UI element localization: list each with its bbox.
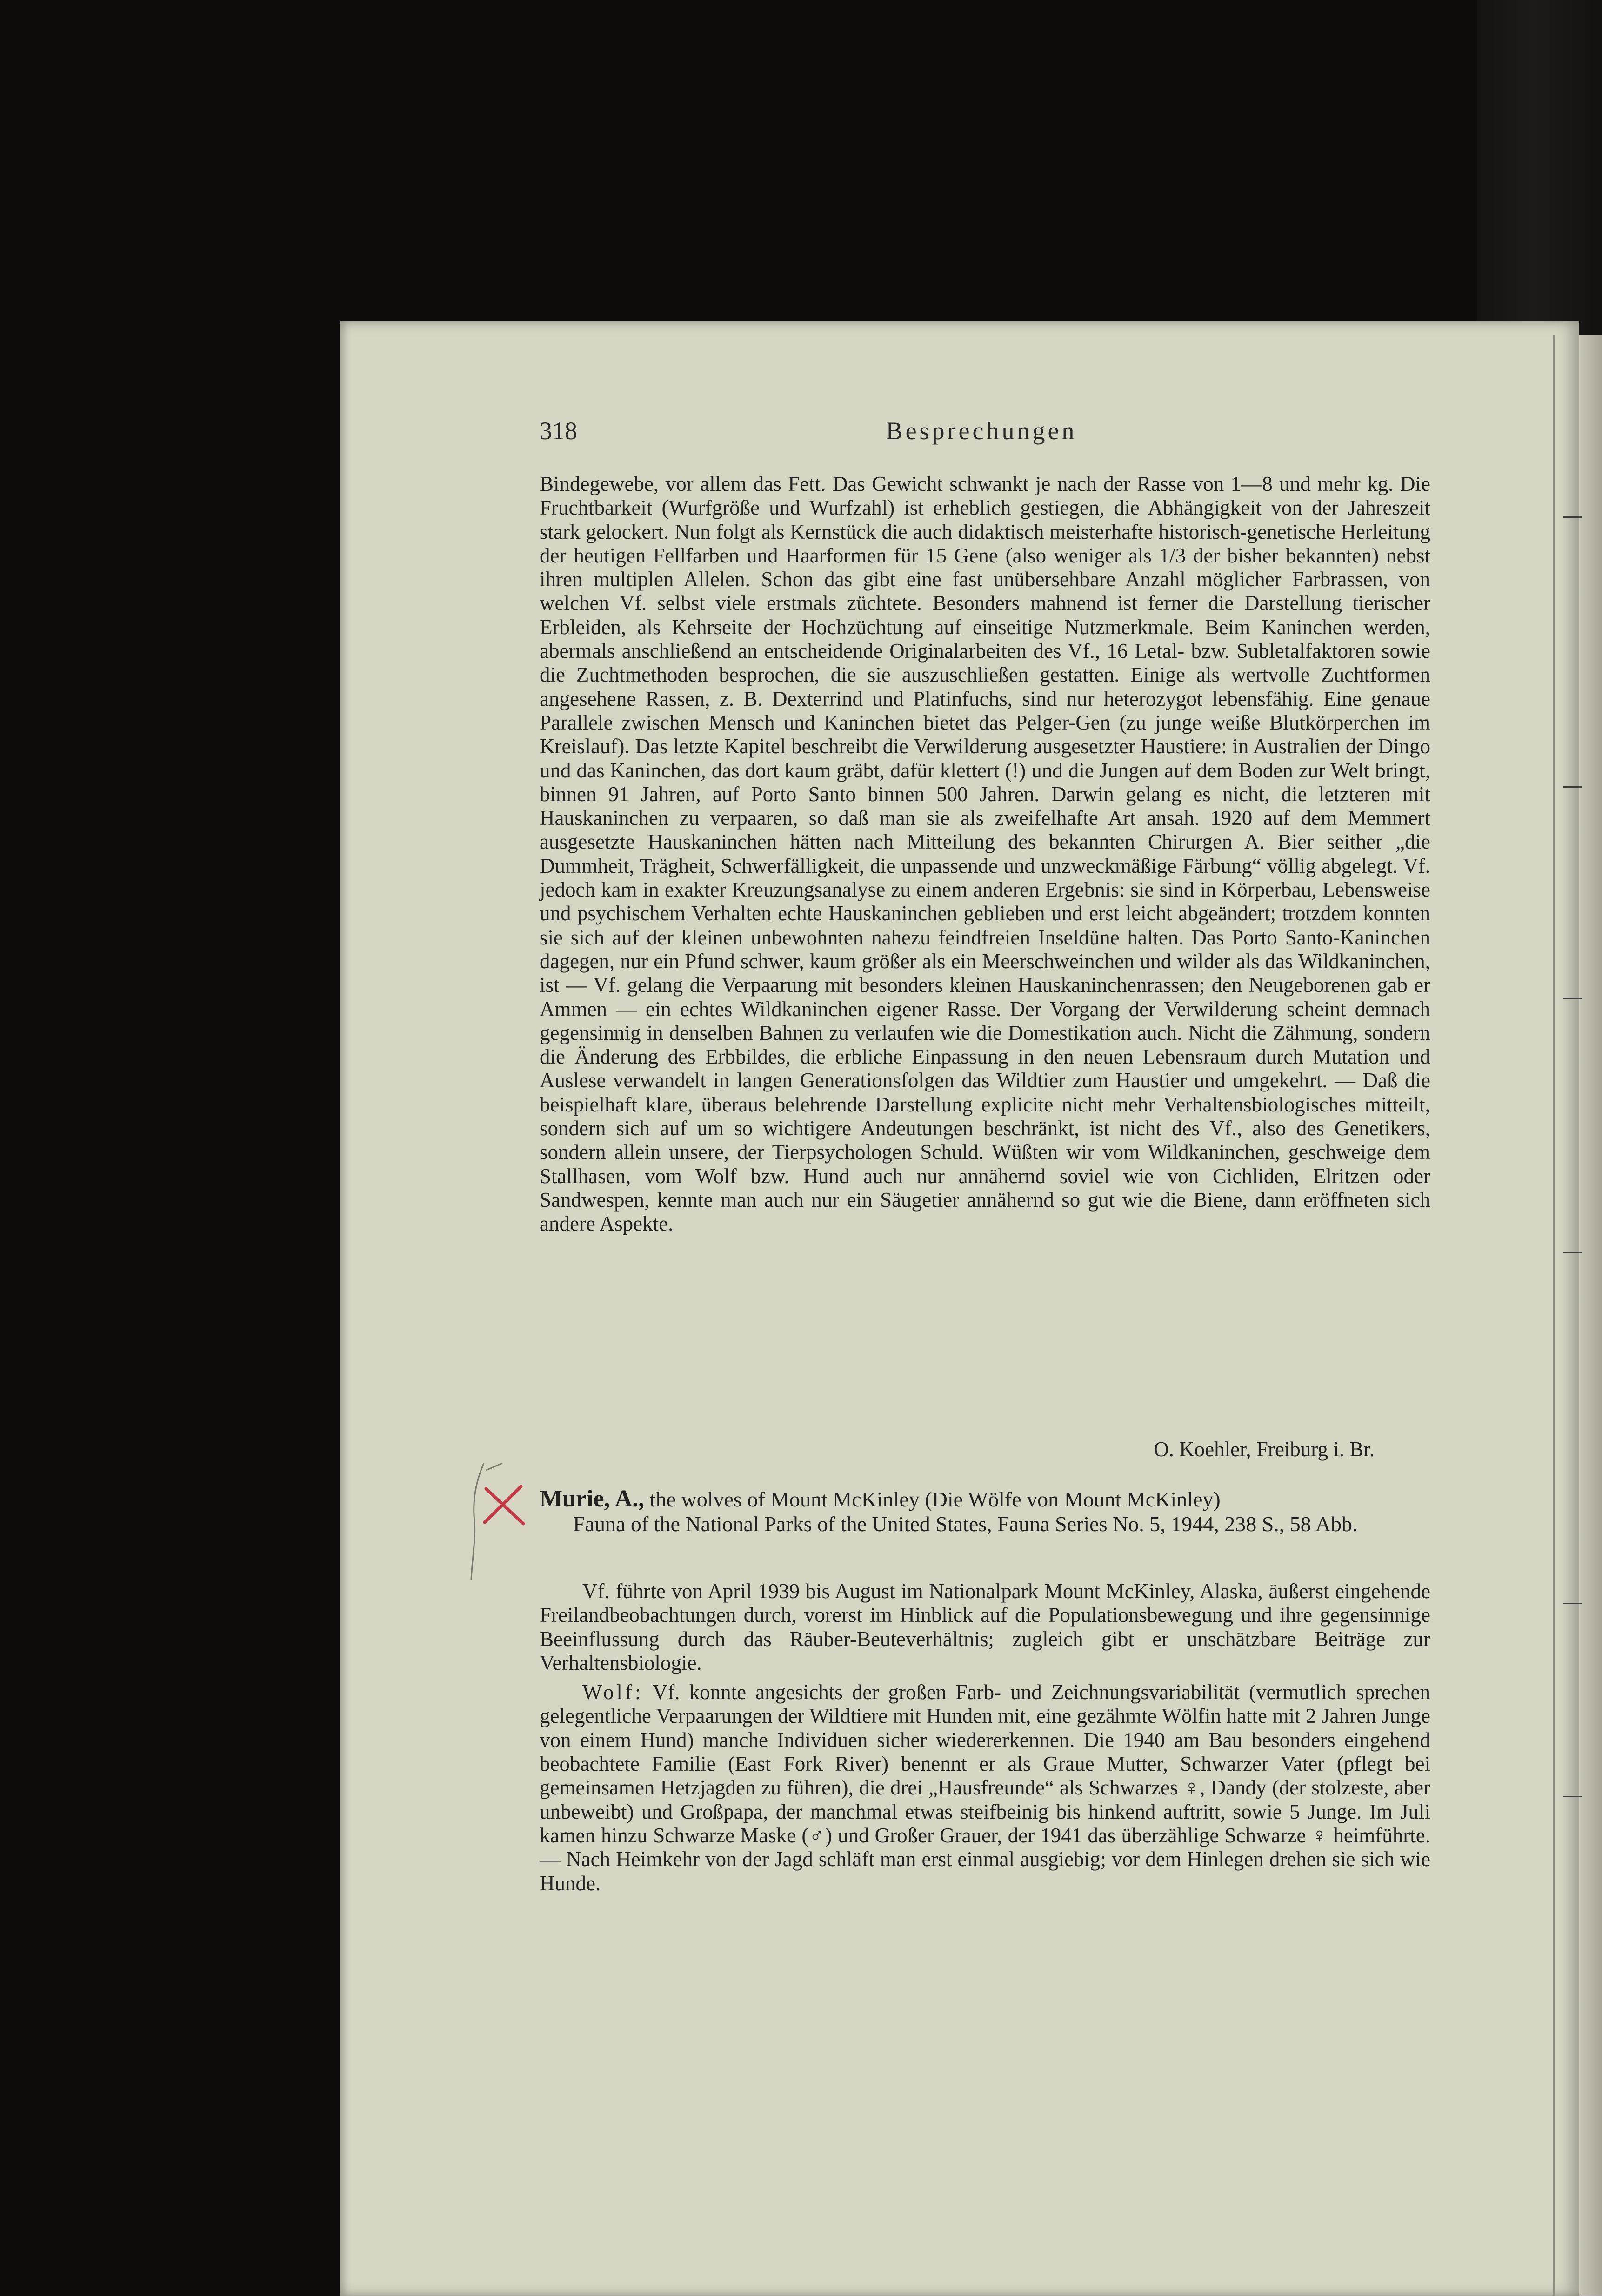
- entry-title: the wolves of Mount McKinley (Die Wölfe von Mount McKinley): [649, 1487, 1221, 1511]
- margin-tick: [1563, 1796, 1582, 1797]
- paragraph: [540, 1680, 1430, 1895]
- review-body: [540, 1580, 1430, 1901]
- entry-series: Fauna of the National Parks of the United States, Fauna Series No. 5, 1944, 238 S., 58 Abb.: [573, 1512, 1358, 1536]
- margin-tick: [1563, 998, 1582, 999]
- book-entry-heading: [540, 1486, 1430, 1536]
- page-header: [540, 416, 1423, 454]
- margin-tick: [1563, 1603, 1582, 1604]
- review-continuation: [540, 472, 1430, 1236]
- margin-tick: [1563, 786, 1582, 788]
- paragraph: Bindegewebe, vor allem das Fett. Das Gewicht schwankt je nach der Rasse von 1—8 und mehr kg. Die Fruchtbarkeit (Wurfgröße und Wurfzahl) ist erheblich gestiegen, die Abhängigkeit von der Jahreszeit stark gelockert. Nun folgt als Kernstück die auch didaktisch meisterhafte historisch-genetische Herleitung der heutigen Fellfarben und Haarformen für 15 Gene (also weniger als 1/3 der bisher bekannten) nebst ihren multiplen Allelen. Schon das gibt eine fast unübersehbare Anzahl möglicher Farbrassen, von welchen Vf. selbst viele erstmals züchtete. Besonders mahnend ist ferner die Darstellung tierischer Erbleiden, als Kehrseite der Hochzüchtung auf einseitige Nutzmerkmale. Beim Kaninchen werden, abermals anschließend an entscheidende Originalarbeiten des Vf., 16 Letal- bzw. Subletalfaktoren sowie die Zuchtmethoden besprochen, die sie auszuschließen gestatten. Einige als wertvolle Zuchtformen angesehene Rassen, z. B. Dexterrind und Platinfuchs, sind nur heterozygot lebensfähig. Eine genaue Parallele zwischen Mensch und Kaninchen bietet das Pelger-Gen (zu junge weiße Blutkörperchen im Kreislauf). Das letzte Kapitel beschreibt die Verwilderung ausgesetzter Haustiere: in Australien der Dingo und das Kaninchen, das dort kaum gräbt, dafür klettert (!) und die Jungen auf dem Boden zur Welt bringt, binnen 91 Jahren, auf Porto Santo binnen 500 Jahren. Darwin gelang es nicht, die letzteren mit Hauskaninchen zu verpaaren, so daß man sie als zweifelhafte Art ansah. 1920 auf dem Memmert ausgesetzte Hauskaninchen hätten nach Mitteilung des bekannten Chirurgen A. Bier seither „die Dummheit, Trägheit, Schwerfälligkeit, die unpassende und unzweckmäßige Färbung“ völlig abgelegt. Vf. jedoch kam in exakter Kreuzungsanalyse zu einem anderen Ergebnis: sie sind in Körperbau, Lebensweise und psychischem Verhalten echte Hauskaninchen geblieben und erst leicht abgeändert; trotzdem konnten sie sich auf der kleinen unbewohnten nahezu feindfreien Inseldüne halten. Das Porto Santo-Kaninchen dagegen, nur ein Pfund schwer, kaum größer als ein Meerschweinchen und wilder als das Wildkaninchen, ist — Vf. gelang die Verpaarung mit besonders kleinen Hauskaninchenrassen; den Neugeborenen gab er Ammen — ein echtes Wildkaninchen eigener Rasse. Der Vorgang der Verwilderung scheint demnach gegensinnig in denselben Bahnen zu verlaufen wie die Domestikation auch. Nicht die Zähmung, sondern die Änderung des Erbbildes, die erbliche Einpassung in den neuen Lebensraum durch Mutation und Auslese verwandelt in langen Generationsfolgen das Wildtier zum Haustier und umgekehrt. — Daß die beispielhaft klare, überaus belehrende Darstellung explicite nicht mehr Verhaltensbiologisches mitteilt, sondern sich auf um so wichtigere Andeutungen beschränkt, ist nicht des Vf., also des Genetikers, sondern allein unsere, der Tierpsychologen Schuld. Wüßten wir vom Wildkaninchen, geschweige dem Stallhasen, vom Wolf bzw. Hund auch nur annähernd soviel wie von Cichliden, Elritzen oder Sandwespen, kennte man auch nur ein Säugetier annähernd so gut wie die Biene, dann eröffneten sich andere Aspekte.: [540, 472, 1430, 1236]
- page-number: 318: [540, 417, 577, 445]
- page-edge-line: [1553, 335, 1555, 2296]
- reviewer-signature: O. Koehler, Freiburg i. Br.: [1154, 1438, 1375, 1461]
- section-lead: Wolf:: [582, 1680, 644, 1704]
- margin-tick: [1563, 516, 1582, 518]
- red-x-mark: [479, 1479, 530, 1531]
- paragraph: Vf. führte von April 1939 bis August im Nationalpark Mount McKinley, Alaska, äußerst eingehende Freilandbeobachtungen durch, vorerst im Hinblick auf die Populationsbewegung und ihre gegensinnige Beeinflussung durch das Räuber-Beuteverhältnis; zugleich gibt er unschätzbare Beiträge zur Verhaltensbiologie.: [540, 1580, 1430, 1674]
- margin-tick: [1563, 1252, 1582, 1253]
- paragraph-text: Vf. konnte angesichts der großen Farb- und Zeichnungsvariabilität (vermutlich sprechen gelegentliche Verpaarungen der Wildtiere mit Hunden mit, eine gezähmte Wölfin hatte mit 2 Jahren Junge von einem Hund) manche Individuen sicher wiedererkennen. Die 1940 am Bau besonders eingehend beobachtete Familie (East Fork River) benennt er als Graue Mutter, Schwarzer Vater (pflegt bei gemeinsamen Hetzjagden zu führen), die drei „Hausfreunde“ als Schwarzes ♀, Dandy (der stolzeste, aber unbeweibt) und Großpapa, der manchmal etwas steifbeinig bis hinkend auftritt, sowie 5 Junge. Im Juli kamen hinzu Schwarze Maske (♂) und Großer Grauer, der 1941 das überzählige Schwarze ♀ heimführte. — Nach Heimkehr von der Jagd schläft man erst einmal ausgiebig; vor dem Hinlegen drehen sie sich wie Hunde.: [540, 1680, 1430, 1895]
- entry-author: Murie, A.,: [540, 1486, 645, 1512]
- running-title: Besprechungen: [886, 417, 1077, 445]
